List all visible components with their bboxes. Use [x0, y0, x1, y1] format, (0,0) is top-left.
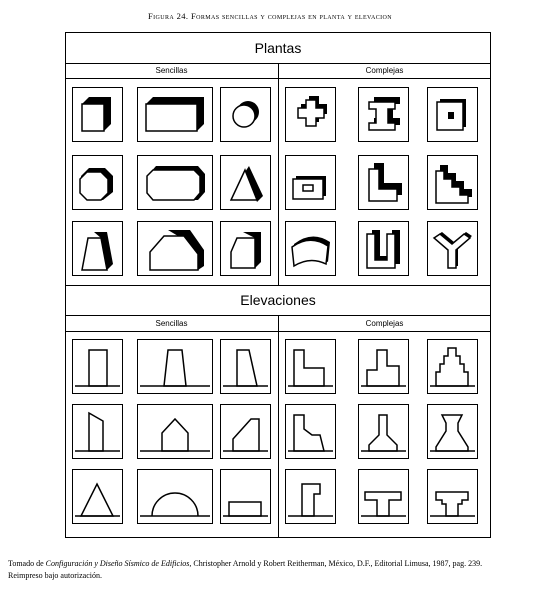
plan-courtyard-tile [427, 87, 478, 142]
plan-l-shape-tile [358, 155, 409, 210]
elevaciones-sencillas-label: Sencillas [155, 319, 188, 328]
divider [278, 315, 279, 538]
divider [65, 285, 491, 286]
elev-t-beam-tile [358, 469, 409, 524]
divider [65, 331, 491, 332]
plan-rounded-rect-tile [137, 155, 213, 210]
plan-arc-tile [285, 221, 336, 276]
plan-stepped-tile [427, 155, 478, 210]
elev-t-tower-tile [358, 339, 409, 394]
elev-ziggurat-tile [427, 339, 478, 394]
plantas-complejas-label: Complejas [365, 66, 404, 75]
plan-rectangle-tile [137, 87, 213, 142]
elevaciones-complejas-label: Complejas [365, 319, 404, 328]
source-details: , Christopher Arnold y Robert Reitherman, México, D.F., Editorial Limusa, 1987, pag. 239. [189, 559, 483, 568]
elev-half-gable-tile [220, 404, 271, 459]
plan-pentagon-tile [137, 221, 213, 276]
plantas-sencillas-label: Sencillas [155, 66, 188, 75]
source-reprint-note: Reimpreso bajo autorización. [8, 571, 102, 580]
elev-trapezoid-tile [137, 339, 213, 394]
elev-l-step-tile [285, 339, 336, 394]
divider [65, 78, 491, 79]
elev-hook-tile [285, 469, 336, 524]
elev-triangle-tile [72, 469, 123, 524]
plan-y-shape-tile [427, 221, 478, 276]
plan-triangle-tile [220, 155, 271, 210]
plan-cross-tile [285, 87, 336, 142]
plan-trapezoid-tile [72, 221, 123, 276]
plan-octagon-tile [72, 155, 123, 210]
figure-caption: Figura 24. Formas sencillas y complejas en planta y elevacion [147, 11, 393, 21]
elev-funnel-tile [427, 404, 478, 459]
plan-irregular-tile [220, 221, 271, 276]
plan-square-tile [72, 87, 123, 142]
elev-capital-tile [427, 469, 478, 524]
divider [278, 63, 279, 285]
source-prefix: Tomado de [8, 559, 46, 568]
elevaciones-title: Elevaciones [240, 292, 316, 308]
source-note [8, 558, 536, 582]
elev-tall-slanted-tile [72, 404, 123, 459]
elev-rectangle-tile [72, 339, 123, 394]
source-book-title: Configuración y Diseño Sísmico de Edificios [45, 559, 190, 568]
plan-circle-tile [220, 87, 271, 142]
plan-u-shape-tile [358, 221, 409, 276]
plan-box-hole-tile [285, 155, 336, 210]
plan-i-shape-tile [358, 87, 409, 142]
elev-gable-tile [137, 404, 213, 459]
elev-low-block-tile [220, 469, 271, 524]
plantas-title: Plantas [254, 40, 302, 56]
elev-slanted-tile [220, 339, 271, 394]
elev-flared-tower-tile [358, 404, 409, 459]
elev-dome-tile [137, 469, 213, 524]
elev-irregular-step-tile [285, 404, 336, 459]
